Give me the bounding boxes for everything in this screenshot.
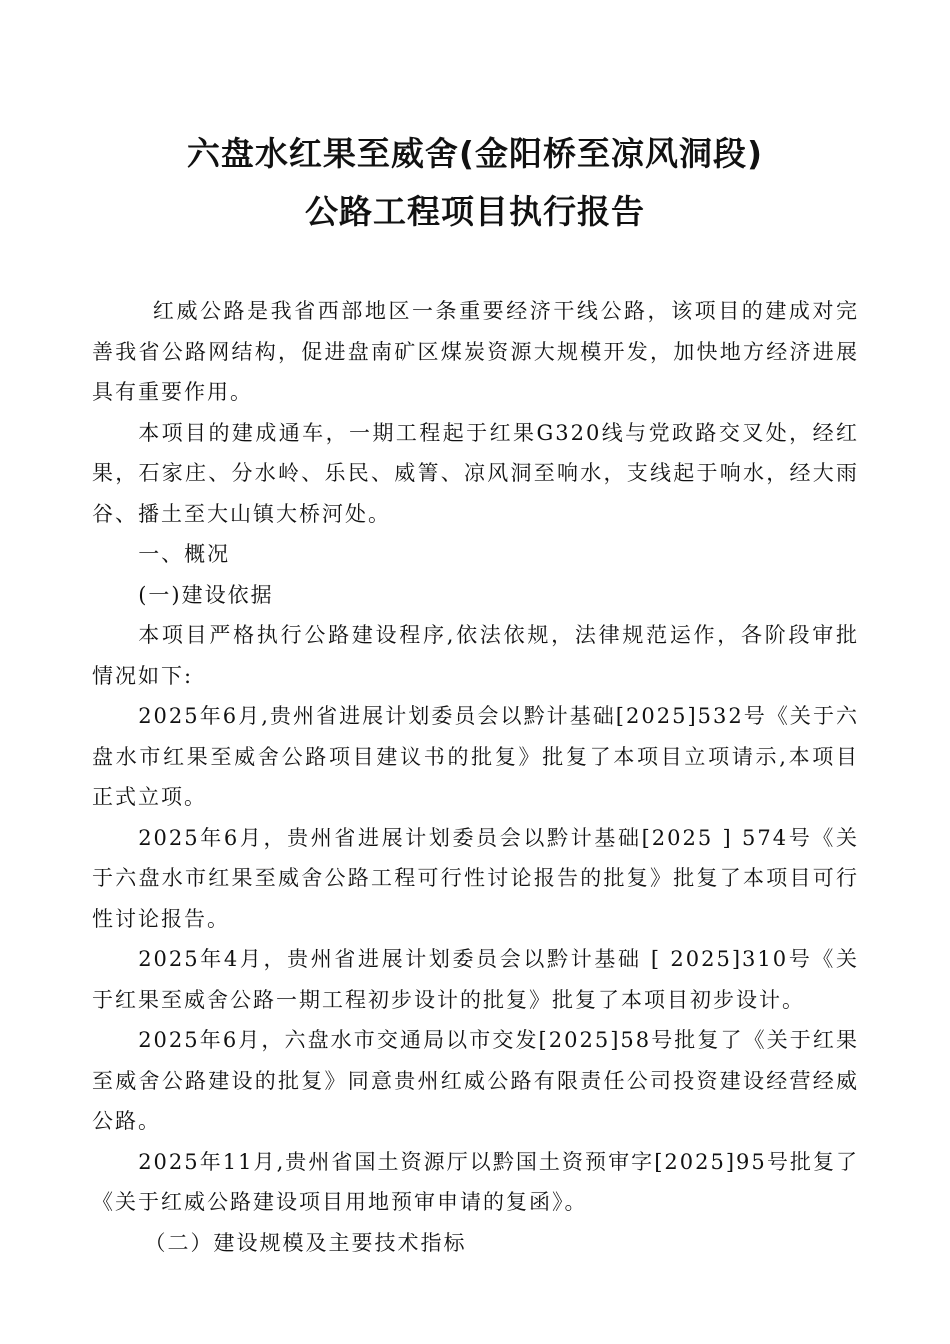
document-title-line1: 六盘水红果至威舍(金阳桥至凉风洞段) <box>186 134 764 173</box>
approval-paragraph: 2025年6月，贵州省进展计划委员会以黔计基础[2025 ] 574号《关于六盘水市红果至威舍公路工程可行性讨论报告的批复》批复了本项目可行性讨论报告。 <box>92 825 859 931</box>
document-title-line2: 公路工程项目执行报告 <box>305 192 645 231</box>
document-body <box>92 291 859 1263</box>
approval-paragraph: 2025年6月，六盘水市交通局以市交发[2025]58号批复了《关于红果至威舍公路建设的批复》同意贵州红威公路有限责任公司投资建设经营经威公路。 <box>92 1028 859 1133</box>
section-heading-overview: 一、概况 <box>138 542 231 566</box>
subsection-heading-basis: (一)建设依据 <box>138 582 274 607</box>
approval-paragraph: 2025年4月，贵州省进展计划委员会以黔计基础 [ 2025]310号《关于红果至威舍公路一期工程初步设计的批复》批复了本项目初步设计。 <box>92 947 859 1012</box>
approval-paragraph: 2025年11月,贵州省国土资源厅以黔国土资预审字[2025]95号批复了《关于红威公路建设项目用地预审申请的复函》。 <box>92 1149 859 1214</box>
intro-paragraph-1: 红威公路是我省西部地区一条重要经济干线公路，该项目的建成对完善我省公路网结构，促进盘南矿区煤炭资源大规模开发，加快地方经济进展具有重要作用。 <box>92 299 859 404</box>
intro-paragraph-2: 本项目的建成通车，一期工程起于红果G320线与党政路交叉处，经红果，石家庄、分水岭、乐民、威箐、凉风洞至响水，支线起于响水，经大雨谷、播土至大山镇大桥河处。 <box>92 420 859 526</box>
approval-paragraph: 2025年6月,贵州省进展计划委员会以黔计基础[2025]532号《关于六盘水市红果至威舍公路项目建议书的批复》批复了本项目立项请示,本项目正式立项。 <box>92 704 859 809</box>
approvals-intro-paragraph: 本项目严格执行公路建设程序,依法依规，法律规范运作，各阶段审批情况如下: <box>92 623 859 688</box>
subsection-heading-scale: （二）建设规模及主要技术指标 <box>144 1230 467 1255</box>
